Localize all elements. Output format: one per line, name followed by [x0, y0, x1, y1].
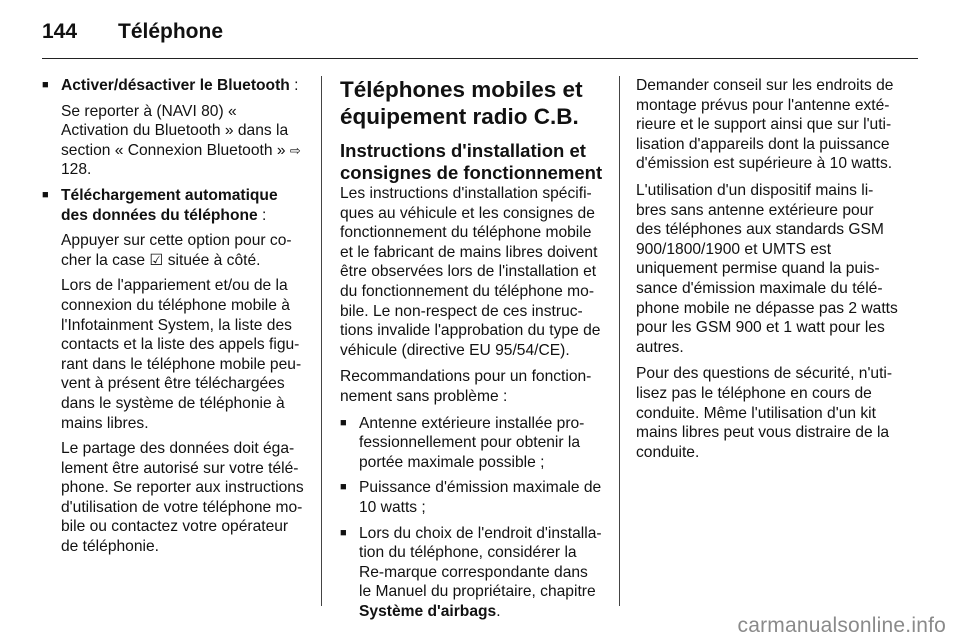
subsection-heading: Instructions d'installation et consignes de fonctionnement	[340, 140, 603, 183]
list-item: ■ Téléchargement automatique des données du téléphone :	[42, 186, 306, 225]
list-item: ■ Activer/désactiver le Bluetooth :	[42, 76, 306, 96]
paragraph: Demander conseil sur les endroits de montage prévus pour l'antenne exté-rieure et le support ainsi que sur l'uti-lisation d'appareils dont la puissance d'émission est supérieure à 10 watts.	[636, 77, 894, 173]
item-label: Téléchargement automatique des données du téléphone	[61, 186, 278, 224]
watermark: carmanualsonline.info	[737, 614, 946, 637]
column-right	[636, 76, 902, 469]
paragraph: Le partage des données doit éga-lement être autorisé sur votre télé-phone. Se reporter aux instructions d'utilisation de votre téléphone mo-bile ou contactez votre opérateur de téléphonie.	[61, 440, 304, 556]
page-header	[42, 14, 223, 50]
page-reference-arrow-icon: ⇨	[289, 142, 301, 158]
paragraph: Se reporter à (NAVI 80) « Activation du Bluetooth » dans la section « Connexion Bluetooth » ⇨ 128.	[61, 102, 301, 179]
list-item: ■ Lors du choix de l'endroit d'installa-tion du téléphone, considérer la Re-marque correspondante dans le Manuel du propriétaire, chapitre Système d'airbags.	[340, 524, 604, 622]
page-number: 144	[42, 20, 78, 43]
paragraph: Les instructions d'installation spécifi-ques au véhicule et les consignes de fonctionnement du téléphone mobile et le fabricant de mains libres doivent être observées lors de l'installation et du fonctionnement du téléphone mo-bile. Le non-respect de ces instruc-tions invalide l'approbation du type de véhicule (directive EU 95/54/CE).	[340, 185, 601, 359]
checkbox-icon: ☑	[149, 251, 164, 269]
column-divider	[321, 76, 322, 606]
column-divider	[619, 76, 620, 606]
paragraph: Pour des questions de sécurité, n'uti-lisez pas le téléphone en cours de conduite. Même l'utilisation d'un kit mains libres peut vous distraire de la conduite.	[636, 365, 893, 461]
paragraph: Lors de l'appariement et/ou de la connexion du téléphone mobile à l'Infotainment System, la liste des contacts et la liste des appels figu-rant dans le téléphone mobile peu-vent à présent être téléchargées dans le système de téléphonie à mains libres.	[61, 277, 302, 432]
paragraph: Recommandations pour un fonction-nement sans problème :	[340, 368, 592, 405]
list-item: ■ Puissance d'émission maximale de 10 watts ;	[340, 478, 604, 517]
section-heading: Téléphones mobiles et équipement radio C.B.	[340, 77, 583, 129]
page-reference[interactable]: 128.	[61, 161, 92, 179]
page-title: Téléphone	[118, 20, 224, 43]
column-left	[42, 76, 306, 563]
chapter-reference: Système d'airbags	[359, 602, 497, 620]
paragraph: L'utilisation d'un dispositif mains li-bres sans antenne extérieure pour des téléphones aux standards GSM 900/1800/1900 et UMTS est uniquement permise quand la puis-sance d'émission maximale du télé-phone mobile ne dépasse pas 2 watts pour les GSM 900 et 1 watt pour les autres.	[636, 181, 898, 356]
column-middle	[340, 76, 604, 627]
header-rule	[42, 58, 918, 59]
paragraph: Appuyer sur cette option pour co-cher la case ☑ située à côté.	[61, 232, 292, 269]
list-item: ■ Antenne extérieure installée pro-fessionnellement pour obtenir la portée maximale possible ;	[340, 414, 604, 473]
item-label: Activer/désactiver le Bluetooth	[61, 77, 290, 94]
